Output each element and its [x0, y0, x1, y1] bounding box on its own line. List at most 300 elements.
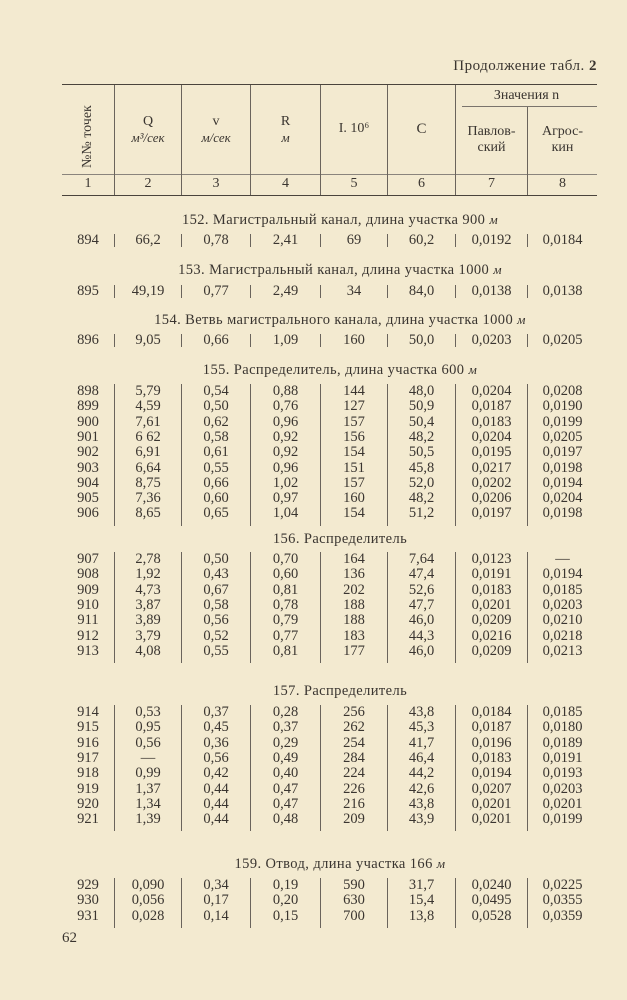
table-cell: 916 — [77, 734, 99, 751]
continuation-title — [453, 58, 597, 75]
table-cell: 0,96 — [272, 413, 299, 430]
table-cell: 0,15 — [272, 907, 299, 924]
table-cell: 0,92 — [272, 444, 299, 461]
table-cell: 69 — [346, 232, 362, 248]
table-cell: 905 — [77, 490, 99, 507]
table-cell: 0,0184 — [542, 232, 583, 248]
column-number: 6 — [418, 176, 425, 191]
header-pavlovsky-line1: Павлов- — [467, 124, 516, 139]
section-title — [80, 362, 600, 379]
column-number: 4 — [282, 176, 289, 191]
table-cell: 1,34 — [135, 795, 161, 812]
table-cell: 0,77 — [203, 283, 229, 299]
table-cell: 0,65 — [203, 505, 229, 522]
table-cell: 0,19 — [272, 877, 299, 893]
table-cell: 914 — [77, 704, 99, 720]
table-cell: 3,87 — [135, 596, 161, 613]
table-cell: 84,0 — [408, 283, 435, 299]
table-cell: 912 — [77, 627, 99, 644]
table-cell: 44,3 — [408, 627, 435, 644]
table-cell: 50,5 — [408, 444, 435, 461]
table-cell: 0,0180 — [542, 719, 583, 736]
table-cell: 1,04 — [272, 505, 299, 522]
header-v-unit: м/сек — [201, 130, 231, 145]
table-cell: 901 — [77, 428, 99, 445]
table-cell: 160 — [343, 490, 365, 507]
table-cell: 0,81 — [272, 642, 299, 659]
table-cell: 0,56 — [203, 612, 229, 629]
table-cell: 929 — [77, 877, 99, 893]
section-title-unit: м — [517, 312, 526, 327]
table-row — [0, 491, 627, 506]
table-cell: 0,40 — [272, 765, 299, 782]
table-row — [0, 233, 627, 248]
table-cell: 66,2 — [135, 232, 161, 248]
section-title-unit: м — [436, 856, 446, 871]
table-cell: 904 — [77, 474, 99, 491]
table-cell: 60,2 — [408, 232, 435, 248]
table-row — [0, 797, 627, 812]
table-row — [0, 766, 627, 781]
table-cell: 0,028 — [131, 907, 165, 924]
table-cell: 41,7 — [408, 734, 435, 751]
table-row — [0, 598, 627, 613]
section-title-text: 154. Ветвь магистрального канала, длина участка 1000 — [154, 312, 514, 328]
table-cell: 0,0201 — [471, 596, 512, 613]
table-cell: 0,60 — [272, 566, 299, 583]
table-cell: 48,2 — [408, 428, 435, 445]
table-cell: 0,47 — [272, 795, 299, 812]
table-cell: 0,50 — [203, 551, 229, 567]
table-cell: 0,0495 — [471, 892, 512, 909]
table-cell: 157 — [343, 413, 365, 430]
table-cell: 0,0205 — [542, 332, 583, 348]
table-cell: 0,0208 — [542, 383, 583, 399]
table-row — [0, 399, 627, 414]
table-cell: 160 — [343, 332, 365, 348]
page-number: 62 — [62, 930, 77, 946]
table-cell: 48,2 — [408, 490, 435, 507]
table-cell: 0,0216 — [471, 627, 512, 644]
table-row — [0, 445, 627, 460]
table-cell: 0,92 — [272, 428, 299, 445]
table-row — [0, 705, 627, 720]
table-cell: 183 — [343, 627, 365, 644]
table-number: 2 — [589, 58, 597, 74]
table-cell: 0,0225 — [542, 877, 583, 893]
section-title — [80, 262, 600, 279]
header-c: C — [416, 121, 427, 137]
table-cell: 4,73 — [135, 581, 161, 598]
table-cell: 48,0 — [408, 383, 435, 399]
table-cell: 7,64 — [408, 551, 435, 567]
table-cell: 34 — [346, 283, 362, 299]
table-cell: 918 — [77, 765, 99, 782]
table-cell: 0,52 — [203, 627, 229, 644]
table-cell: 9,05 — [135, 332, 161, 348]
table-cell: 0,0197 — [542, 444, 583, 461]
table-cell: 630 — [343, 892, 365, 909]
table-cell: 0,0217 — [471, 459, 512, 476]
table-cell: 2,41 — [272, 232, 299, 248]
table-cell: 895 — [77, 283, 99, 299]
table-cell: 0,61 — [203, 444, 229, 461]
header-top-rule — [62, 84, 597, 85]
header-q — [115, 114, 181, 146]
table-cell: 909 — [77, 581, 99, 598]
table-cell: 47,7 — [408, 596, 435, 613]
header-pavlovsky-line2: ский — [477, 140, 506, 155]
table-cell: 0,44 — [203, 795, 229, 812]
table-cell: 4,08 — [135, 642, 161, 659]
table-cell: 898 — [77, 383, 99, 399]
table-cell: 45,8 — [408, 459, 435, 476]
table-cell: 0,0187 — [471, 398, 512, 415]
table-cell: 1,02 — [272, 474, 299, 491]
table-cell: 0,96 — [272, 459, 299, 476]
table-row — [0, 430, 627, 445]
table-cell: 136 — [343, 566, 365, 583]
table-cell: 0,67 — [203, 581, 229, 598]
table-cell: 50,4 — [408, 413, 435, 430]
table-cell: 256 — [343, 704, 365, 720]
header-r-symbol: R — [280, 114, 291, 129]
table-cell: 0,0197 — [471, 505, 512, 522]
table-cell: 31,7 — [408, 877, 435, 893]
table-cell: 906 — [77, 505, 99, 522]
table-cell: 0,0528 — [471, 907, 512, 924]
table-cell: 45,3 — [408, 719, 435, 736]
table-cell: 1,37 — [135, 780, 161, 797]
table-cell: 3,79 — [135, 627, 161, 644]
table-cell: 224 — [343, 765, 365, 782]
table-cell: 0,0204 — [542, 490, 583, 507]
table-cell: — — [140, 749, 156, 766]
table-cell: 46,0 — [408, 642, 435, 659]
table-cell: 1,39 — [135, 811, 161, 828]
table-cell: 0,47 — [272, 780, 299, 797]
table-cell: 0,99 — [135, 765, 161, 782]
table-cell: 0,28 — [272, 704, 299, 720]
table-cell: 4,59 — [135, 398, 161, 415]
header-r-unit: м — [281, 130, 290, 145]
table-cell: 46,0 — [408, 612, 435, 629]
table-cell: 13,8 — [408, 907, 435, 924]
section-title — [80, 212, 600, 229]
table-cell: 0,70 — [272, 551, 299, 567]
table-row — [0, 567, 627, 582]
table-cell: 0,56 — [203, 749, 229, 766]
table-cell: 0,62 — [203, 413, 229, 430]
table-cell: 0,56 — [135, 734, 161, 751]
header-agroskin-line2: кин — [551, 140, 574, 155]
continuation-title-text: Продолжение табл. — [453, 58, 585, 74]
table-cell: 6,64 — [135, 459, 161, 476]
table-cell: 0,42 — [203, 765, 229, 782]
table-cell: 0,0203 — [542, 596, 583, 613]
table-cell: 226 — [343, 780, 365, 797]
table-row — [0, 476, 627, 491]
table-cell: 0,66 — [203, 332, 229, 348]
table-row — [0, 506, 627, 521]
column-number: 1 — [84, 176, 92, 191]
section-title-text: 157. Распределитель — [272, 683, 408, 699]
table-cell: 0,0201 — [471, 811, 512, 828]
table-cell: 908 — [77, 566, 99, 583]
section-title-unit: м — [489, 212, 499, 227]
table-cell: 0,0191 — [471, 566, 512, 583]
table-cell: 156 — [343, 428, 365, 445]
table-row — [0, 893, 627, 908]
table-row — [0, 736, 627, 751]
table-cell: 0,0194 — [542, 474, 583, 491]
table-cell: 15,4 — [408, 892, 435, 909]
table-cell: 8,75 — [135, 474, 161, 491]
table-cell: 42,6 — [408, 780, 435, 797]
table-cell: 43,8 — [408, 704, 435, 720]
section-title — [80, 531, 600, 548]
table-cell: 907 — [77, 551, 99, 567]
table-cell: 50,0 — [408, 332, 435, 348]
table-cell: 700 — [343, 907, 365, 924]
table-row — [0, 284, 627, 299]
table-cell: 6 62 — [135, 428, 161, 445]
table-cell: 917 — [77, 749, 99, 766]
section-title — [80, 312, 600, 329]
table-cell: 915 — [77, 719, 99, 736]
table-cell: 44,2 — [408, 765, 435, 782]
table-cell: 0,34 — [203, 877, 229, 893]
table-cell: 262 — [343, 719, 365, 736]
table-cell: 0,0201 — [471, 795, 512, 812]
table-cell: 0,17 — [203, 892, 229, 909]
table-cell: 0,0195 — [471, 444, 512, 461]
table-cell: 2,78 — [135, 551, 161, 567]
table-cell: 157 — [343, 474, 365, 491]
table-cell: 0,43 — [203, 566, 229, 583]
header-v-symbol: v — [212, 114, 220, 129]
table-cell: 0,37 — [272, 719, 299, 736]
table-cell: 0,0209 — [471, 642, 512, 659]
table-cell: 930 — [77, 892, 99, 909]
table-cell: 5,79 — [135, 383, 161, 399]
table-cell: 0,0202 — [471, 474, 512, 491]
table-cell: 52,0 — [408, 474, 435, 491]
header-q-unit: м³/сек — [131, 130, 165, 145]
table-cell: 8,65 — [135, 505, 161, 522]
table-row — [0, 384, 627, 399]
table-cell: 164 — [343, 551, 365, 567]
table-cell: 0,95 — [135, 719, 161, 736]
table-cell: 0,58 — [203, 596, 229, 613]
table-cell: 0,50 — [203, 398, 229, 415]
table-cell: 0,36 — [203, 734, 229, 751]
table-cell: 0,0240 — [471, 877, 512, 893]
table-cell: 0,0204 — [471, 428, 512, 445]
table-cell: 46,4 — [408, 749, 435, 766]
table-cell: 0,76 — [272, 398, 299, 415]
table-cell: 52,6 — [408, 581, 435, 598]
table-row — [0, 629, 627, 644]
section-title-unit: м — [493, 262, 502, 277]
header-agroskin-line1: Агрос- — [541, 124, 584, 139]
table-cell: 0,0185 — [542, 581, 583, 598]
group-rule — [462, 106, 597, 107]
table-cell: 0,0191 — [542, 749, 583, 766]
table-cell: 202 — [343, 581, 365, 598]
table-cell: 1,92 — [135, 566, 161, 583]
table-cell: 51,2 — [408, 505, 435, 522]
table-row — [0, 878, 627, 893]
table-cell: 0,0210 — [542, 612, 583, 629]
table-cell: 0,0196 — [471, 734, 512, 751]
table-cell: 0,0198 — [542, 459, 583, 476]
table-cell: 0,78 — [272, 596, 299, 613]
table-cell: 0,0187 — [471, 719, 512, 736]
table-cell: 0,056 — [131, 892, 165, 909]
table-cell: 0,0193 — [542, 765, 583, 782]
table-cell: 0,0213 — [542, 642, 583, 659]
table-row — [0, 751, 627, 766]
table-cell: 0,0183 — [471, 413, 512, 430]
table-cell: 0,79 — [272, 612, 299, 629]
table-cell: 921 — [77, 811, 99, 828]
table-cell: 902 — [77, 444, 99, 461]
header-slope: I. 10⁶ — [338, 121, 370, 136]
table-row — [0, 461, 627, 476]
table-cell: 188 — [343, 596, 365, 613]
table-cell: 284 — [343, 749, 365, 766]
table-cell: 899 — [77, 398, 99, 415]
column-number: 7 — [488, 176, 495, 191]
table-cell: 0,14 — [203, 907, 229, 924]
section-title-text: 152. Магистральный канал, длина участка 900 — [181, 212, 486, 228]
table-row — [0, 644, 627, 659]
table-cell: 0,0138 — [542, 283, 583, 299]
table-row — [0, 720, 627, 735]
table-cell: 0,29 — [272, 734, 299, 751]
table-cell: 0,48 — [272, 811, 299, 828]
table-cell: 903 — [77, 459, 99, 476]
table-cell: 0,88 — [272, 383, 299, 399]
table-cell: 209 — [343, 811, 365, 828]
table-cell: 0,55 — [203, 459, 229, 476]
column-number: 8 — [559, 176, 566, 191]
table-cell: 0,0189 — [542, 734, 583, 751]
table-cell: 6,91 — [135, 444, 161, 461]
header-bottom-rule — [62, 174, 597, 175]
table-cell: 0,44 — [203, 780, 229, 797]
table-cell: 0,0192 — [471, 232, 512, 248]
table-cell: 0,0205 — [542, 428, 583, 445]
table-cell: 0,0201 — [542, 795, 583, 812]
table-cell: 177 — [343, 642, 365, 659]
table-cell: 43,9 — [408, 811, 435, 828]
table-cell: 0,0355 — [542, 892, 583, 909]
table-cell: 0,0199 — [542, 811, 583, 828]
table-cell: 0,0359 — [542, 907, 583, 924]
table-cell: 0,54 — [203, 383, 229, 399]
section-title-unit: м — [468, 362, 478, 377]
table-cell: 0,0203 — [471, 332, 512, 348]
table-cell: 2,49 — [272, 283, 299, 299]
table-cell: 47,4 — [408, 566, 435, 583]
table-cell: 0,77 — [272, 627, 299, 644]
table-cell: 50,9 — [408, 398, 435, 415]
header-agroskin — [528, 124, 597, 156]
table-cell: 0,0190 — [542, 398, 583, 415]
header-group-n: Значения n — [493, 88, 560, 103]
header-pavlovsky — [456, 124, 527, 156]
table-cell: 0,78 — [203, 232, 229, 248]
header-q-symbol: Q — [142, 114, 154, 129]
table-cell: 49,19 — [131, 283, 165, 299]
table-row — [0, 909, 627, 924]
section-title-text: 153. Магистральный канал, длина участка 1000 — [178, 262, 490, 278]
table-cell: 0,0204 — [471, 383, 512, 399]
table-cell: 913 — [77, 642, 99, 659]
table-cell: 0,0218 — [542, 627, 583, 644]
table-cell: 0,44 — [203, 811, 229, 828]
header-v — [182, 114, 250, 146]
column-number: 5 — [350, 176, 358, 191]
table-cell: 1,09 — [272, 332, 299, 348]
table-cell: 254 — [343, 734, 365, 751]
table-cell: 0,0206 — [471, 490, 512, 507]
section-title — [80, 856, 600, 873]
table-cell: 0,0138 — [471, 283, 512, 299]
table-cell: 0,0198 — [542, 505, 583, 522]
table-cell: 216 — [343, 795, 365, 812]
table-cell: 900 — [77, 413, 99, 430]
table-cell: 0,0194 — [542, 566, 583, 583]
table-cell: 0,090 — [131, 877, 165, 893]
table-cell: 0,37 — [203, 704, 229, 720]
table-cell: 590 — [343, 877, 365, 893]
table-cell: 154 — [343, 505, 365, 522]
table-cell: 0,53 — [135, 704, 161, 720]
section-title-text: 159. Отвод, длина участка 166 — [234, 856, 433, 872]
table-row — [0, 583, 627, 598]
table-cell: 151 — [343, 459, 365, 476]
table-cell: 188 — [343, 612, 365, 629]
table-cell: 0,0185 — [542, 704, 583, 720]
table-cell: 0,20 — [272, 892, 299, 909]
table-row — [0, 782, 627, 797]
table-cell: 896 — [77, 332, 99, 348]
table-row — [0, 415, 627, 430]
table-cell: 0,45 — [203, 719, 229, 736]
table-row — [0, 613, 627, 628]
section-title-text: 156. Распределитель — [272, 531, 408, 547]
table-cell: 0,0183 — [471, 749, 512, 766]
table-cell: 0,81 — [272, 581, 299, 598]
table-cell: 127 — [343, 398, 365, 415]
column-number: 3 — [212, 176, 220, 191]
table-cell: 7,61 — [135, 413, 161, 430]
table-cell: 911 — [77, 612, 99, 629]
table-cell: 919 — [77, 780, 99, 797]
table-cell: 0,60 — [203, 490, 229, 507]
section-title — [80, 683, 600, 700]
table-cell: 3,89 — [135, 612, 161, 629]
table-cell: 0,0203 — [542, 780, 583, 797]
table-cell: 894 — [77, 232, 99, 248]
table-cell: 0,0199 — [542, 413, 583, 430]
table-row — [0, 333, 627, 348]
header-point-numbers: №№ точек — [80, 105, 95, 168]
table-cell: 0,0183 — [471, 581, 512, 598]
